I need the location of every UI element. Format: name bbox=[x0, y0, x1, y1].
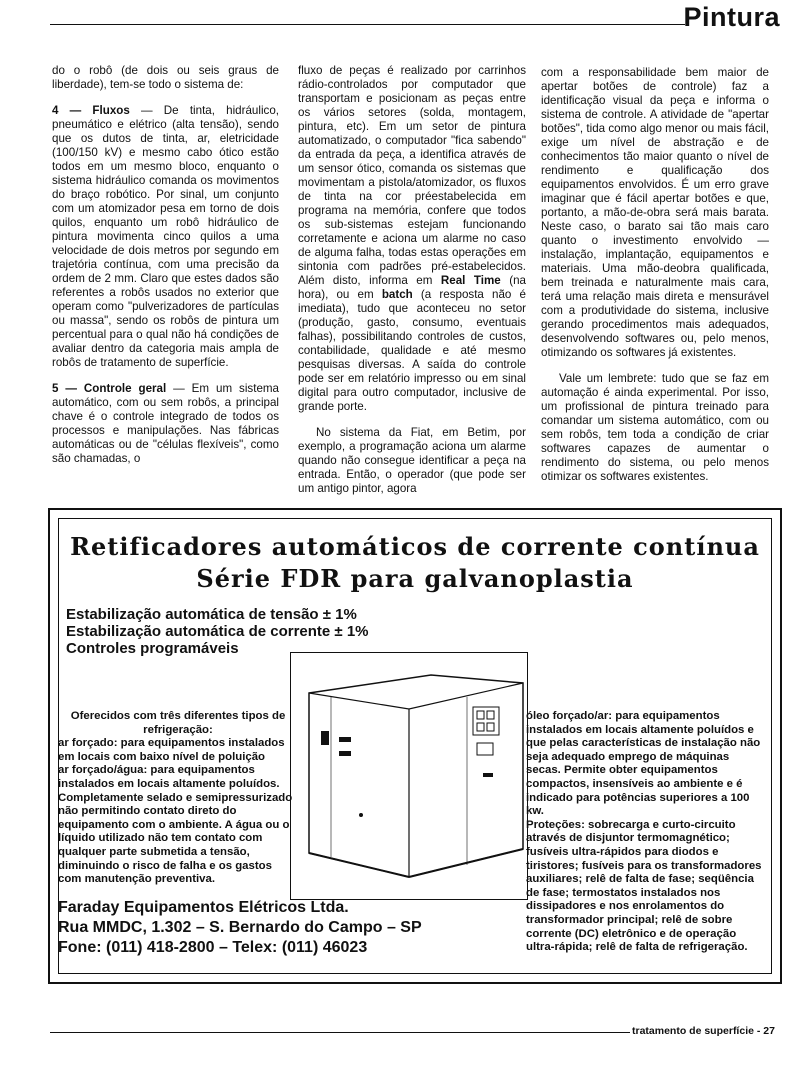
feature-item: Estabilização automática de corrente ± 1% bbox=[66, 623, 369, 640]
ad-details bbox=[526, 710, 762, 955]
cooling-item: ar forçado/água: para equipamentos instalados em locais altamente poluídos. Completamente selado e semipressurizado não permitindo contato direto do equipamento com o ambiente. A água ou o líquido utilizado não tem contato com qualquer parte submetida a tensão, diminuindo o risco de falha e os gastos com manutenção preventiva. bbox=[58, 764, 293, 886]
column-3 bbox=[541, 66, 769, 496]
paragraph: com a responsabilidade bem maior de apertar botões de controle) faz a identificação visual da peça e informa o sistema de controle. A atividade de "apertar botões", tida como algo menor ou mais fácil, exige um nível de abstração e de conhecimentos tão maior quanto o nível de rendimento e qualificação dos equipamentos envolvidos. É um erro grave imaginar que é fácil apertar botões e que, portanto, a mão-de-obra será mais barata. Neste caso, o barato sai tão mais caro quanto o investimento envolvido — instalação, implantação, equipamentos e materiais. Uma mão-deobra qualificada, bem treinada e naturalmente mais cara, terá uma relação mais direta e mensurável com a produtividade do sistema, inclusive gerando procedimentos mais adequados, desenvolvendo softwares ou, pelo menos, otimizando os softwares já existentes. bbox=[541, 66, 769, 359]
cooling-options bbox=[58, 710, 298, 887]
company-phone: Fone: (011) 418-2800 – Telex: (011) 46023 bbox=[58, 939, 368, 956]
company-name: Faraday Equipamentos Elétricos Ltda. bbox=[58, 899, 349, 916]
paragraph: do o robô (de dois ou seis graus de liberdade), tem-se todo o sistema de: bbox=[52, 64, 279, 91]
paragraph: Vale um lembrete: tudo que se faz em automação é ainda experimental. Por isso, um profissional de pintura treinado para comandar um sistema automático, com ou sem robôs, tem toda a condição de criar softwares capazes de aumentar o rendimento do sistema, ou pelo menos otimizar os softwares existentes. bbox=[541, 372, 769, 483]
column-2 bbox=[298, 64, 526, 508]
detail-item: óleo forçado/ar: para equipamentos instalados em locais altamente poluídos e que pelas características de instalação não seja adequado emprego de máquinas secas. Permite obter equipamentos compactos, insensíveis ao ambiente e é indicado para potências superiores a 100 kw. bbox=[526, 710, 761, 818]
section-title: Pintura bbox=[683, 2, 780, 32]
ad-features bbox=[66, 606, 369, 657]
paragraph: 4 — Fluxos — De tinta, hidráulico, pneumático e elétrico (alta tensão), sendo que os dutos de tinta, ar, eletricidade (100/150 kV) e mesmo cabo ótico estão todos em um mesmo bloco, enquanto o sistema hidráulico comanda os movimentos do braço robótico. Por sinal, um conjunto com um atomizador pesa em torno de dois quilos, enquanto um robô hidráulico de pintura movimenta cinco quilos a uma velocidade de dois metros por segundo em trajetória contínua, com uma precisão da ordem de 2 mm. Claro que estes dados são referentes a robôs usados no exterior que operam como "pulverizadores de partículas ou massa", sendo os robôs de pintura um percentual para o qual não há condições de avaliar dentro da categoria mais ampla de robôs de tratamento de superfície. bbox=[52, 104, 279, 369]
paragraph: fluxo de peças é realizado por carrinhos rádio-controlados por computador que transportam e posicionam as peças entre os vários setores (solda, montagem, pintura, etc). Em um setor de pintura automatizado, o computador "fica sabendo" da entrada da peça, a identifica através de um sensor ótico, comanda os sistemas que movimentam a pistola/atomizador, os fluxos de tinta na cor préestabelecida em programa na memória, confere que todos os sub-sistemas estejam funcionando corretamente e aciona um alarme no caso de alguma falha, todas estas operações em sintonia com padrões pré-estabelecidos. Além disto, informa em Real Time (na hora), ou em batch (a resposta não é imediata), tudo que aconteceu no setor (produção, gasto, consumo, eventuais falhas), possibilitando controles de custos, contabilidade, qualidade e até mesmo pesquisas diversas. A saída do controle pode ser em relatório impresso ou em sinal digital para outro computador, inclusive de grande porte. bbox=[298, 64, 526, 413]
detail-item: Proteções: sobrecarga e curto-circuito através de disjuntor termomagnético; fusíveis ultra-rápidos para diodos e tiristores; fusíveis para os transformadores auxiliares; relê de falta de fase; seqüência de fase; termostatos instalados nos dissipadores e nos enrolamentos do transformador principal; relê de sobre corrente (DC) eletrônico e de operação ultra-rápida; relê de falta de refrigeração. bbox=[526, 818, 762, 954]
ad-title: Retificadores automáticos de corrente contínua bbox=[70, 532, 760, 561]
paragraph: No sistema da Fiat, em Betim, por exemplo, a programação aciona um alarme quando não consegue identificar a peça na entrada. Então, o operador (que pode ser um antigo pintor, agora bbox=[298, 426, 526, 495]
header-rule bbox=[50, 24, 685, 25]
footer-rule bbox=[50, 1032, 630, 1033]
advertisement bbox=[48, 508, 782, 984]
ad-subtitle: Série FDR para galvanoplastia bbox=[196, 564, 634, 593]
feature-item: Controles programáveis bbox=[66, 640, 239, 657]
subheading: 4 — Fluxos bbox=[52, 104, 130, 117]
cooling-heading: Oferecidos com três diferentes tipos de refrigeração: bbox=[70, 710, 286, 736]
company-address: Rua MMDC, 1.302 – S. Bernardo do Campo – SP bbox=[58, 919, 422, 936]
rectifier-cabinet-illustration bbox=[290, 652, 528, 900]
column-1 bbox=[52, 64, 279, 478]
cooling-item: ar forçado: para equipamentos instalados em locais com baixo nível de poluição bbox=[58, 737, 285, 763]
subheading: 5 — Controle geral bbox=[52, 382, 167, 395]
paragraph: 5 — Controle geral — Em um sistema automático, com ou sem robôs, a principal chave é o controle integrado de todos os processos e manipulações. Nas fábricas automáticas ou de "células flexíveis", como são chamadas, o bbox=[52, 382, 279, 465]
page-footer: tratamento de superfície - 27 bbox=[632, 1025, 775, 1037]
feature-item: Estabilização automática de tensão ± 1% bbox=[66, 606, 357, 623]
company-block bbox=[58, 898, 438, 964]
